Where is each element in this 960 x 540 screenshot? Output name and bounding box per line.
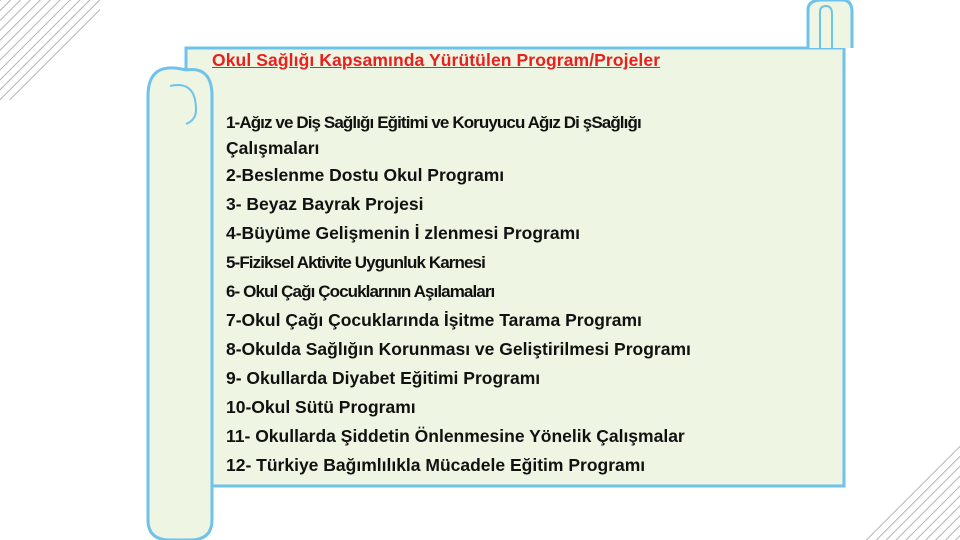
stripe-decoration-left (0, 0, 100, 100)
slide-title: Okul Sağlığı Kapsamında Yürütülen Program/Projeler (212, 50, 661, 70)
list-item: 10-Okul Sütü Programı (226, 397, 416, 417)
list-item: 8-Okulda Sağlığın Korunması ve Geliştirilmesi Programı (226, 339, 691, 359)
list-item: 11- Okullarda Şiddetin Önlenmesine Yönelik Çalışmalar (226, 426, 685, 446)
list-item: 4-Büyüme Gelişmenin İ zlenmesi Programı (226, 223, 580, 243)
program-list (226, 112, 846, 480)
list-item: 3- Beyaz Bayrak Projesi (226, 194, 424, 214)
list-item: 2-Beslenme Dostu Okul Programı (226, 165, 505, 185)
list-item: 6- Okul Çağı Çocuklarının Aşılamaları (226, 282, 495, 301)
stripe-decoration-right (860, 440, 960, 540)
list-item: 12- Türkiye Bağımlılıkla Mücadele Eğitim Programı (226, 455, 646, 475)
list-item: 5-Fiziksel Aktivite Uygunluk Karnesi (226, 253, 485, 272)
scroll-roll-left (148, 68, 212, 540)
list-item: Çalışmaları (226, 138, 320, 158)
list-item: 9- Okullarda Diyabet Eğitimi Programı (226, 368, 541, 388)
list-item: 1-Ağız ve Diş Sağlığı Eğitimi ve Koruyucu Ağız Di şSağlığı (226, 113, 641, 132)
list-item: 7-Okul Çağı Çocuklarında İşitme Tarama Programı (226, 310, 642, 330)
